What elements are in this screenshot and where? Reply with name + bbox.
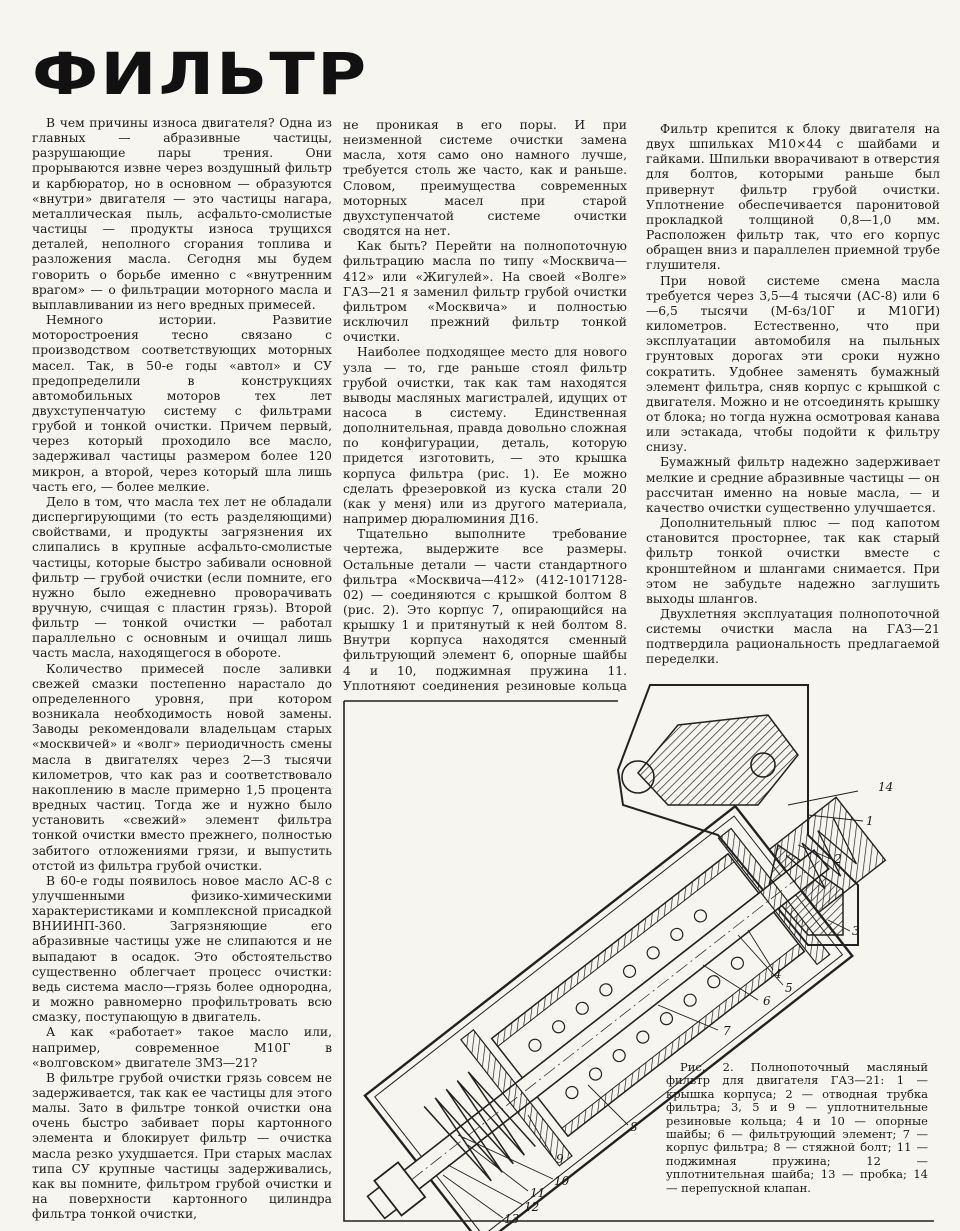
callout-label: 5 — [785, 981, 793, 995]
callout-label: 14 — [878, 780, 894, 794]
paragraph: Бумажный фильтр надежно задерживает мелкие и средние абразивные частицы — он рассчитан именно на новые масла, — и качество очистки существенно улучшается. — [646, 455, 940, 515]
callout-label: 10 — [554, 1174, 570, 1188]
text-column-2 — [343, 118, 627, 693]
callout-label: 13 — [504, 1212, 520, 1226]
text-column-3 — [646, 122, 940, 667]
callout-label: 3 — [852, 924, 860, 938]
callout-label: 7 — [723, 1024, 731, 1038]
paragraph: А как «работает» такое масло или, например, современное М10Г в «волговском» двигателе ЗМЗ—21? — [32, 1025, 332, 1070]
paragraph: Фильтр крепится к блоку двигателя на двух шпильках М10×44 с шайбами и гайками. Шпильки вворачивают в отверстия для болтов, которыми раньше был привернут фильтр грубой очистки. Уплотнение обеспечивается паронитовой прокладкой толщиной 0,8—1,0 мм. Расположен фильтр так, что его корпус обращен вниз и параллелен приемной трубе глушителя. — [646, 122, 940, 273]
callout-label: 6 — [763, 994, 771, 1008]
paragraph: Дело в том, что масла тех лет не обладали диспергирующими (то есть разделяющими) свойствами, и продукты загрязнения их слипались в крупные асфальто-смолистые частицы, которые быстро забивали основной фильтр — грубой очистки (если помните, его нужно было ежедневно проворачивать вручную, счищая с пластин грязь). Второй фильтр — тонкой очистки — работал параллельно с основным и очищал лишь часть масла, находящегося в обороте. — [32, 494, 332, 661]
paragraph: В 60-е годы появилось новое масло АС-8 с улучшенными физико-химическими характеристиками и комплексной присадкой ВНИИНП-360. Загрязняющие его абразивные частицы уже не слипаются и не выпадают в осадок. Это обстоятельство существенно облегчает процесс очистки: ведь система масло—грязь более однородна, и можно равномерно профильтровать всю смазку, поступающую в двигатель. — [32, 873, 332, 1025]
paragraph: не проникая в его поры. И при неизменной системе очистки замена масла, хотя само оно намного лучше, требуется столь же часто, как и раньше. Словом, преимущества современных моторных масел при старой двухступенчатой системе очистки сводятся на нет. — [343, 118, 627, 239]
caption-text: Рис. 2. Полнопоточный масляный фильтр для двигателя ГАЗ—21: 1 — крышка корпуса; 2 — отводная трубка фильтра; 3, 5 и 9 — уплотнительные резиновые кольца; 4 и 10 — опорные шайбы; 6 — фильтрующий элемент; 7 — корпус фильтра; 8 — стяжной болт; 11 — поджимная пружина; 12 — уплотнительная шайба; 13 — пробка; 14 — перепускной клапан. — [666, 1059, 928, 1195]
text-column-1 — [32, 116, 332, 1228]
callout-label: 11 — [530, 1186, 546, 1200]
paragraph: В фильтре грубой очистки грязь совсем не задерживается, так как ее частицы для этого малы. Зато в фильтре тонкой очистки она очень быстро забивает поры картонного элемента и блокирует фильтр — очистка масла резко ухудшается. При старых маслах типа СУ крупные частицы задерживались, как вы помните, фильтром грубой очистки и на поверхности картонного цилиндра фильтра тонкой очистки, — [32, 1070, 332, 1222]
paragraph: Немного истории. Развитие моторостроения тесно связано с производством соответствующих моторных масел. Так, в 50-е годы «автол» и СУ предопределили в конструкциях автомобильных моторов тех лет двухступенчатую систему с фильтрами грубой и тонкой очистки. Причем первый, через который проходило все масло, задерживал частицы размером более 120 микрон, а второй, через который шла лишь часть его, — более мелкие. — [32, 313, 332, 494]
paragraph: Тщательно выполните требование чертежа, выдержите все размеры. Остальные детали — части стандартного фильтра «Москвича—412» (412-1017128-02) — соединяются с крышкой болтом 8 (рис. 2). Это корпус 7, опирающийся на крышку 1 и притянутый к ней болтом 8. Внутри корпуса находятся сменный фильтрующий элемент 6, опорные шайбы 4 и 10, поджимная пружина 11. Уплотняют соединения резиновые кольца — [343, 527, 627, 693]
article-title: ФИЛЬТР — [32, 40, 369, 108]
paragraph: Дополнительный плюс — под капотом становится просторнее, так как старый фильтр тонкой очистки вместе с кронштейном и шлангами снимается. При этом не забудьте надежно заглушить выходы шлангов. — [646, 516, 940, 606]
callout-label: 9 — [556, 1152, 564, 1166]
callout-label: 2 — [834, 852, 842, 866]
figure-caption — [666, 1061, 928, 1195]
paragraph: В чем причины износа двигателя? Одна из главных — абразивные частицы, разрушающие пары трения. Они прорываются извне через воздушный фильтр и карбюратор, но в основном — образуются «внутри» двигателя — это частицы нагара, металлическая пыль, асфальто-смолистые частицы — продукты износа трущихся деталей, неполного сгорания топлива и разложения масла. Сегодня мы будем говорить о борьбе именно с «внутренним врагом» — о фильтрации моторного масла и выплавливании из него вредных примесей. — [32, 116, 332, 312]
callout-label: 1 — [866, 814, 874, 828]
paragraph: Как быть? Перейти на полнопоточную фильтрацию масла по типу «Москвича—412» или «Жигулей». На своей «Волге» ГАЗ—21 я заменил фильтр грубой очистки фильтром «Москвича» и полностью исключил прежний фильтр тонкой очистки. — [343, 239, 627, 345]
callout-label: 8 — [630, 1120, 638, 1134]
callout-label: 4 — [774, 967, 782, 981]
paragraph: Двухлетняя эксплуатация полнопоточной системы очистки масла на ГАЗ—21 подтвердила рациональность предлагаемой переделки. — [646, 607, 940, 667]
callout-label: 12 — [524, 1200, 540, 1214]
paragraph: Количество примесей после заливки свежей смазки постепенно нарастало до определенного уровня, при котором возникала необходимость новой замены. Заводы рекомендовали владельцам старых «москвичей» и «волг» периодичность смены масла в двигателях через 2—3 тысячи километров, что как раз и соответствовало накоплению в масле примерно 1,5 процента вредных частиц. Тогда же и нужно было установить «свежий» элемент фильтра тонкой очистки вместо прежнего, полностью забитого отложениями грязи, и выпустить отстой из фильтра грубой очистки. — [32, 661, 332, 873]
filter-drawing-figure — [338, 695, 938, 1225]
paragraph: Наиболее подходящее место для нового узла — то, где раньше стоял фильтр грубой очистки, так как там находятся выводы масляных магистралей, идущих от насоса в систему. Единственная дополнительная, правда довольно сложная по конфигурации, деталь, которую придется изготовить, — это крышка корпуса фильтра (рис. 1). Ее можно сделать фрезеровкой из куска стали 20 (как у меня) или из другого материала, например дюралюминия Д16. — [343, 345, 627, 527]
paragraph: При новой системе смена масла требуется через 3,5—4 тысячи (АС-8) или 6—6,5 тысячи (М-6з/10Г и М10ГИ) километров. Естественно, что при эксплуатации автомобиля на пыльных грунтовых дорогах эти сроки нужно сократить. Удобнее заменять бумажный элемент фильтра, сняв корпус с крышкой с двигателя. Можно и не отсоединять крышку от блока; но тогда нужна осмотровая канава или эстакада, чтобы подойти к фильтру снизу. — [646, 273, 940, 455]
